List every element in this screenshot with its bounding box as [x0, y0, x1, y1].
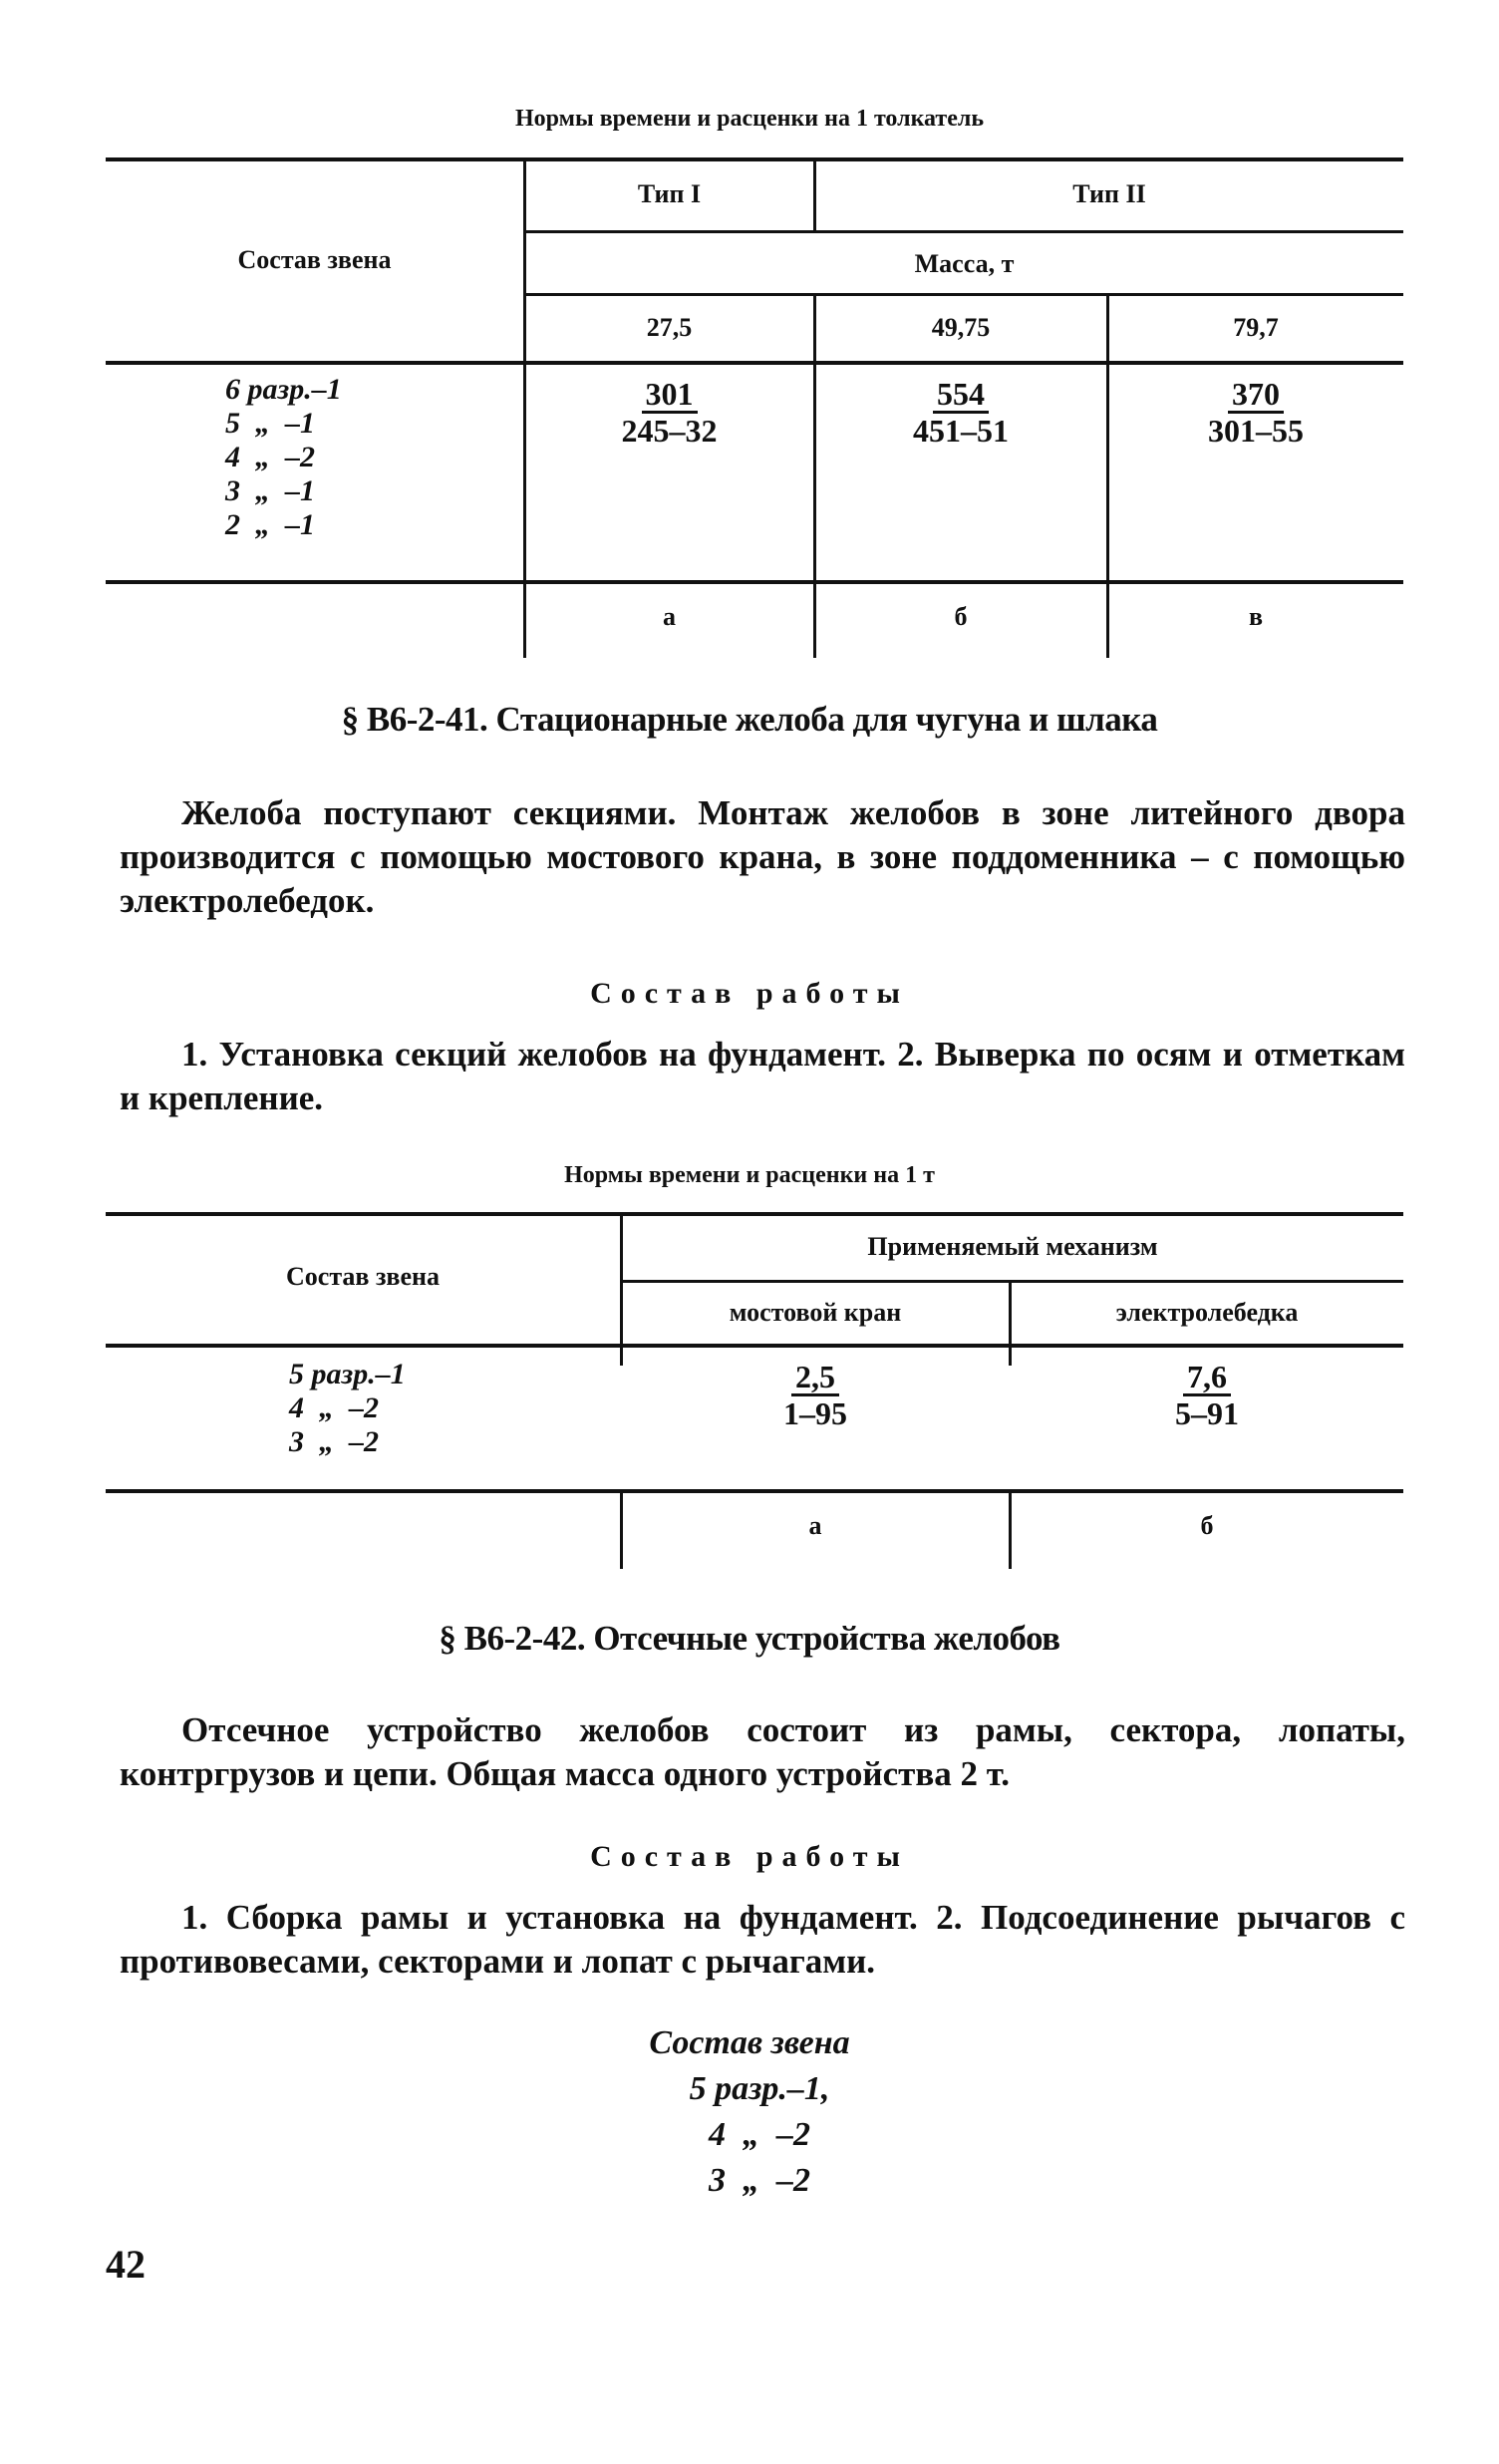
section41-work-text: 1. Установка секций желобов на фундамент. 2. Выверка по осям и отметкам и крепление. [120, 1035, 1405, 1117]
section42-heading: § В6-2-42. Отсечные устройства желобов [439, 1619, 1060, 1658]
table2-value-a [622, 1360, 1009, 1430]
table1-value-a [525, 377, 813, 448]
table1-divider [523, 159, 526, 585]
table1-top-rule [106, 157, 1403, 161]
table1-col-letter: а [663, 602, 676, 631]
table1-col-letter: в [1248, 602, 1264, 631]
section42-crew-line: 3 „ –2 [709, 2162, 810, 2199]
crew-line: 5 „ –1 [225, 407, 315, 440]
table2-mech-col: электролебедка [1115, 1298, 1299, 1327]
table1-col-letter: б [954, 602, 968, 631]
table1-value-c [1108, 377, 1403, 448]
table1-type2: Тип II [1072, 179, 1146, 208]
table1-mass-label: Масса, т [914, 249, 1015, 278]
table1-rule [525, 293, 1403, 296]
section42-crew-line: 4 „ –2 [709, 2116, 810, 2153]
table2-rule [622, 1280, 1403, 1283]
crew-line: 5 разр.–1 [289, 1358, 406, 1390]
table2-top-rule [106, 1212, 1403, 1216]
table2-header-rule [106, 1344, 1403, 1348]
section42-work-text: 1. Сборка рамы и установка на фундамент. 2. Подсоединение рычагов с противовесами, секторами и лопат с рычагами. [120, 1898, 1405, 1981]
section42-crew-title: Состав звена [649, 2024, 850, 2061]
table2-caption: Нормы времени и расценки на 1 т [564, 1162, 935, 1188]
crew-line: 4 „ –2 [289, 1391, 379, 1424]
table2-mech-col: мостовой кран [729, 1298, 902, 1327]
table1-type1: Тип I [637, 179, 702, 208]
crew-line: 3 „ –2 [289, 1425, 379, 1458]
table1-mass: 49,75 [931, 313, 991, 342]
crew-line: 2 „ –1 [225, 508, 315, 541]
section42-intro: Отсечное устройство желобов состоит из рамы, сектора, лопаты, контргрузов и цепи. Общая масса одного устройства 2 т. [120, 1710, 1405, 1793]
rate-value: 5–91 [1175, 1395, 1239, 1431]
section41-heading: § В6-2-41. Стационарные желоба для чугуна и шлака [341, 700, 1158, 739]
table2-value-b [1011, 1360, 1403, 1430]
norm-value: 2,5 [791, 1360, 839, 1396]
rate-value: 451–51 [913, 413, 1009, 449]
section42-work-title: Состав работы [590, 1840, 909, 1873]
page-number: 42 [106, 2242, 146, 2287]
table1-value-b [815, 377, 1106, 448]
rate-value: 301–55 [1208, 413, 1304, 449]
section41-work-title: Состав работы [590, 977, 909, 1010]
table1-mass: 79,7 [1233, 313, 1279, 342]
norm-value: 7,6 [1183, 1360, 1231, 1396]
table1-crew [225, 373, 342, 542]
table2-col-crew: Состав звена [286, 1262, 440, 1291]
norm-value: 301 [642, 377, 698, 414]
table1-caption: Нормы времени и расценки на 1 толкатель [514, 106, 985, 132]
table1-rule [525, 230, 1403, 233]
rate-value: 245–32 [621, 413, 718, 449]
table2-body-rule [106, 1489, 1403, 1493]
section42-crew-line: 5 разр.–1, [689, 2070, 830, 2107]
table1-header-rule [106, 361, 1403, 365]
table2-mechanism: Применяемый механизм [867, 1232, 1158, 1261]
table1-body-rule [106, 580, 1403, 584]
table1-mass: 27,5 [646, 313, 693, 342]
crew-line: 6 разр.–1 [225, 373, 342, 406]
crew-line: 3 „ –1 [225, 474, 315, 507]
rate-value: 1–95 [783, 1395, 847, 1431]
section41-intro: Желоба поступают секциями. Монтаж желобов в зоне литейного двора производится с помощью мостового крана, в зоне поддоменника – с помощью электролебедок. [120, 793, 1405, 920]
crew-line: 4 „ –2 [225, 441, 315, 473]
norm-value: 370 [1228, 377, 1284, 414]
table1-col-crew: Состав звена [237, 245, 392, 274]
table2-col-letter: б [1200, 1511, 1214, 1540]
table2-col-letter: а [808, 1511, 822, 1540]
norm-value: 554 [933, 377, 989, 414]
table2-crew [289, 1358, 406, 1459]
